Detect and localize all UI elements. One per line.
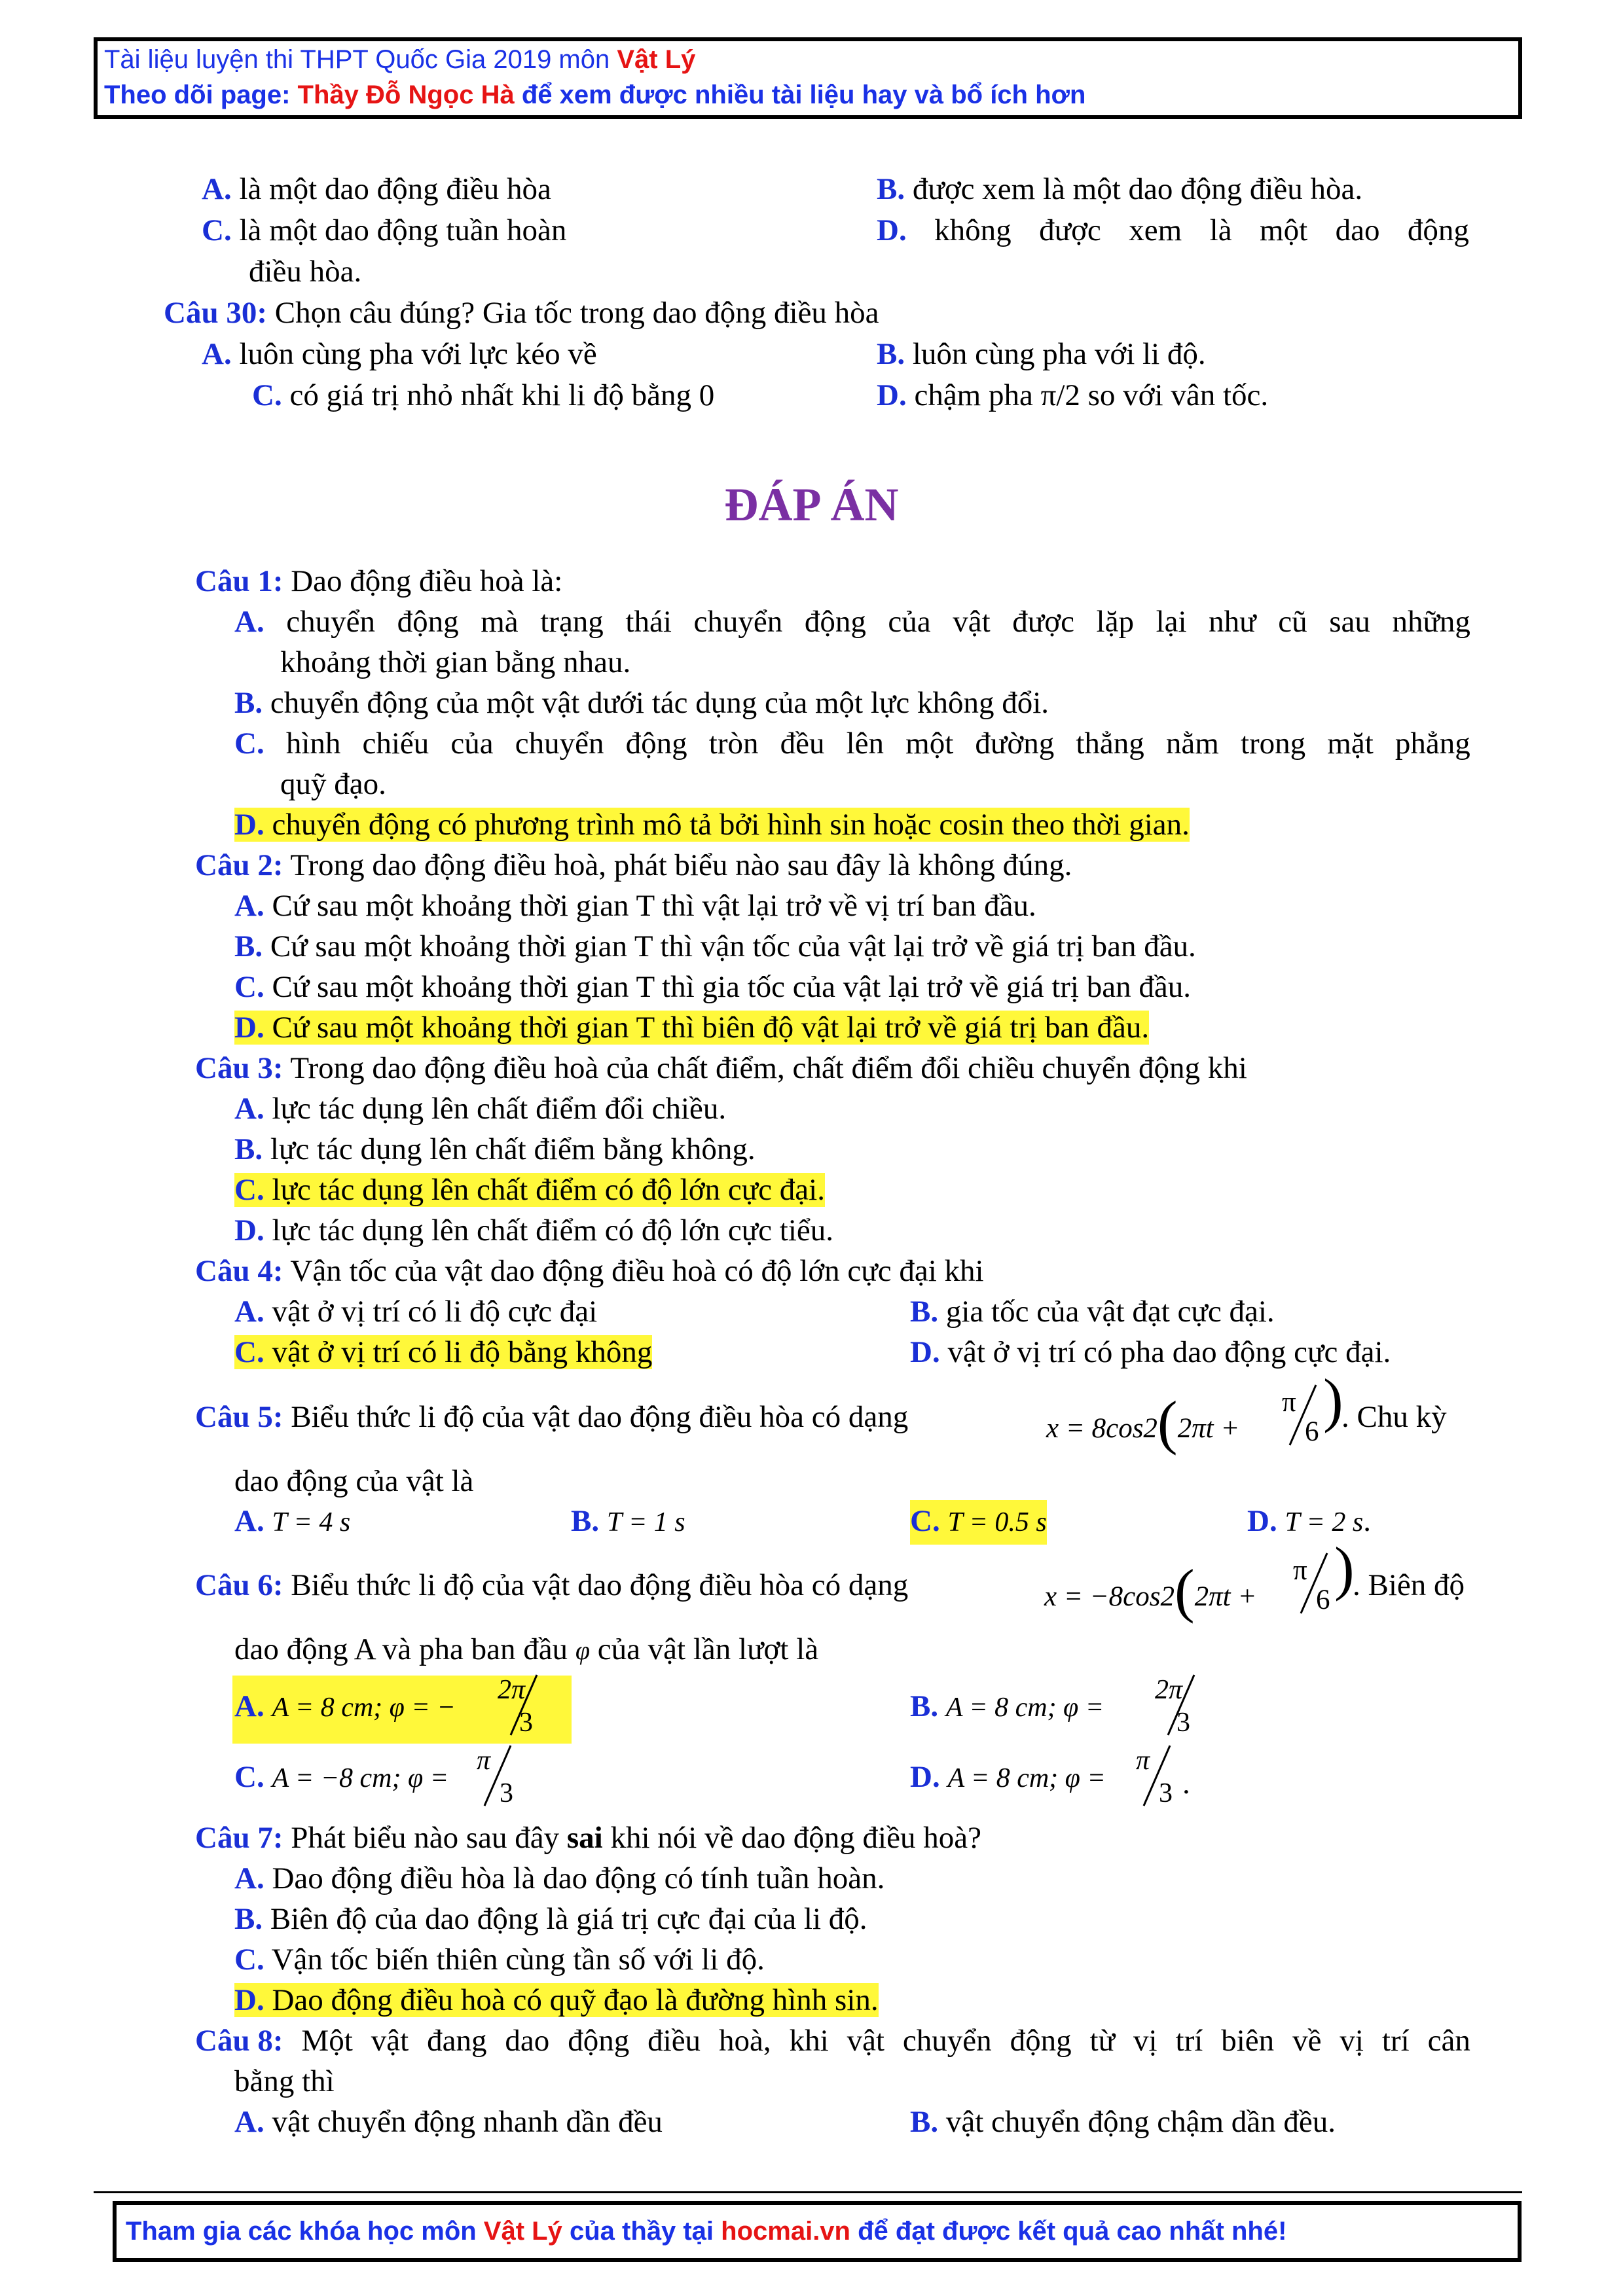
q2-option-b: B. Cứ sau một khoảng thời gian T thì vận tốc của vật lại trở về giá trị ban đầu.: [234, 929, 1196, 963]
q29-option-d-cont: điều hòa.: [249, 255, 362, 289]
q8-stem-cont: bằng thì: [234, 2064, 335, 2098]
q8-option-a: A. vật chuyển động nhanh dần đều: [234, 2105, 663, 2139]
q6-c-den: 3: [500, 1778, 513, 1808]
q5-option-d: D. T = 2 s.: [1247, 1504, 1371, 1538]
q6-b-num: 2π: [1155, 1675, 1183, 1705]
q3-option-c-correct: C. lực tác dụng lên chất điểm có độ lớn cực đại.: [234, 1173, 825, 1207]
q4-option-a: A. vật ở vị trí có li độ cực đại: [234, 1295, 598, 1329]
q1-option-a-cont: khoảng thời gian bằng nhau.: [280, 645, 631, 679]
q6-d-num: π: [1136, 1746, 1150, 1776]
q6-a-den: 3: [519, 1708, 533, 1738]
q30-option-d: D. chậm pha π/2 so với vân tốc.: [877, 378, 1269, 412]
q6-d-after: .: [1182, 1767, 1190, 1801]
header-line-2: [104, 81, 1085, 110]
q3-option-b: B. lực tác dụng lên chất điểm bằng không.: [234, 1132, 756, 1166]
q6-stem: Câu 6: Biểu thức li độ của vật dao động điều hòa có dạng: [195, 1568, 909, 1602]
header-line-1: [104, 45, 695, 75]
q7-option-d-correct: D. Dao động điều hoà có quỹ đạo là đường hình sin.: [234, 1983, 879, 2017]
q6-a-num: 2π: [498, 1675, 526, 1705]
q6-option-d: D. A = 8 cm; φ =: [910, 1760, 1106, 1794]
q7-option-a: A. Dao động điều hòa là dao động có tính tuần hoàn.: [234, 1861, 885, 1895]
q6-after: ) . Biên độ: [1334, 1535, 1465, 1602]
header-box: [94, 37, 1522, 119]
q6-formula-left: x = −8cos2: [1044, 1581, 1175, 1612]
q4-option-b: B. gia tốc của vật đạt cực đại.: [910, 1295, 1275, 1329]
q30-stem: Câu 30: Chọn câu đúng? Gia tốc trong dao động điều hòa: [164, 296, 879, 330]
q6-frac-num: π: [1293, 1555, 1307, 1586]
q3-option-d: D. lực tác dụng lên chất điểm có độ lớn cực tiểu.: [234, 1213, 833, 1247]
q2-option-a: A. Cứ sau một khoảng thời gian T thì vật lại trở về vị trí ban đầu.: [234, 889, 1036, 923]
footer-divider: [94, 2191, 1522, 2193]
q30-option-b: B. luôn cùng pha với li độ.: [877, 337, 1206, 371]
q1-option-c-cont: quỹ đạo.: [280, 767, 386, 801]
q1-option-a: A. chuyển động mà trạng thái chuyển động của vật được lặp lại như cũ sau những: [234, 605, 1470, 639]
q5-option-c-correct: C. T = 0.5 s: [910, 1501, 1047, 1542]
q7-option-c: C. Vận tốc biến thiên cùng tần số với li độ.: [234, 1943, 765, 1977]
q4-stem: Câu 4: Vận tốc của vật dao động điều hoà có độ lớn cực đại khi: [195, 1254, 984, 1288]
q1-option-b: B. chuyển động của một vật dưới tác dụng của một lực không đổi.: [234, 686, 1049, 720]
q5-frac-den: 6: [1305, 1416, 1319, 1447]
q6-formula: x = −8cos2(2πt +: [1044, 1557, 1257, 1624]
q6-stem-cont: dao động A và pha ban đầu φ của vật lần lượt là: [234, 1632, 819, 1666]
q6-c-num: π: [477, 1746, 491, 1776]
q29-option-d: D. không được xem là một dao động: [877, 213, 1469, 247]
q3-stem: Câu 3: Trong dao động điều hoà của chất điểm, chất điểm đổi chiều chuyển động khi: [195, 1051, 1247, 1085]
q5-frac-num: π: [1282, 1387, 1296, 1418]
q5-stem-cont: dao động của vật là: [234, 1464, 474, 1498]
header-teacher-name: Thầy Đỗ Ngọc Hà: [297, 81, 515, 109]
q30-option-c: C. có giá trị nhỏ nhất khi li độ bằng 0: [252, 378, 715, 412]
q30-option-a: A. luôn cùng pha với lực kéo về: [202, 337, 597, 371]
q7-stem: Câu 7: Phát biểu nào sau đây sai khi nói về dao động điều hoà?: [195, 1821, 981, 1855]
q6-frac-den: 6: [1316, 1585, 1330, 1615]
header-line1-text: Tài liệu luyện thi THPT Quốc Gia 2019 môn: [104, 45, 617, 74]
q1-stem: Câu 1: Dao động điều hoà là:: [195, 564, 563, 598]
q29-option-b: B. được xem là một dao động điều hòa.: [877, 172, 1363, 206]
q8-stem: Câu 8: Một vật đang dao động điều hoà, khi vật chuyển động từ vị trí biên về vị trí cân: [195, 2024, 1470, 2058]
answers-title: ĐÁP ÁN: [724, 478, 899, 531]
q5-formula-left: x = 8cos2: [1046, 1413, 1158, 1444]
q1-option-c: C. hình chiếu của chuyển động tròn đều lên một đường thẳng nằm trong mặt phẳng: [234, 726, 1470, 761]
q5-formula: x = 8cos2(2πt +: [1046, 1389, 1240, 1456]
q5-option-a: A. T = 4 s: [234, 1504, 351, 1538]
q6-option-a-correct: A. A = 8 cm; φ = −: [234, 1689, 456, 1723]
q5-option-b: B. T = 1 s: [571, 1504, 685, 1538]
q6-d-den: 3: [1159, 1778, 1173, 1808]
q6-b-den: 3: [1176, 1708, 1190, 1738]
q5-stem: Câu 5: Biểu thức li độ của vật dao động điều hòa có dạng: [195, 1400, 909, 1434]
footer-box: [113, 2201, 1522, 2262]
q6-option-c: C. A = −8 cm; φ =: [234, 1760, 449, 1794]
header-subject: Vật Lý: [617, 45, 696, 74]
q6-option-b: B. A = 8 cm; φ =: [910, 1689, 1104, 1723]
header-line2-prefix: Theo dõi page:: [104, 81, 298, 109]
q4-option-c-correct: C. vật ở vị trí có li độ bằng không: [234, 1335, 653, 1369]
q1-option-d-correct: D. chuyển động có phương trình mô tả bởi hình sin hoặc cosin theo thời gian.: [234, 808, 1190, 842]
q5-after: ) . Chu kỳ: [1323, 1367, 1447, 1434]
q3-option-a: A. lực tác dụng lên chất điểm đổi chiều.: [234, 1092, 727, 1126]
header-line2-suffix: để xem được nhiều tài liệu hay và bổ ích hơn: [514, 81, 1086, 109]
q2-option-d-correct: D. Cứ sau một khoảng thời gian T thì biên độ vật lại trở về giá trị ban đầu.: [234, 1011, 1150, 1045]
q2-option-c: C. Cứ sau một khoảng thời gian T thì gia tốc của vật lại trở về giá trị ban đầu.: [234, 970, 1191, 1004]
q2-stem: Câu 2: Trong dao động điều hoà, phát biểu nào sau đây là không đúng.: [195, 848, 1072, 882]
q8-option-b: B. vật chuyển động chậm dần đều.: [910, 2105, 1336, 2139]
q7-option-b: B. Biên độ của dao động là giá trị cực đại của li độ.: [234, 1902, 867, 1936]
footer-text: Tham gia các khóa học môn Vật Lý của thầy tại hocmai.vn để đạt được kết quả cao nhất nhé!: [126, 2217, 1287, 2246]
q29-option-c: C. là một dao động tuần hoàn: [202, 213, 567, 247]
footer-site-link: hocmai.vn: [721, 2217, 850, 2246]
q4-option-d: D. vật ở vị trí có pha dao động cực đại.: [910, 1335, 1391, 1369]
q29-option-a: A. là một dao động điều hòa: [202, 172, 551, 206]
